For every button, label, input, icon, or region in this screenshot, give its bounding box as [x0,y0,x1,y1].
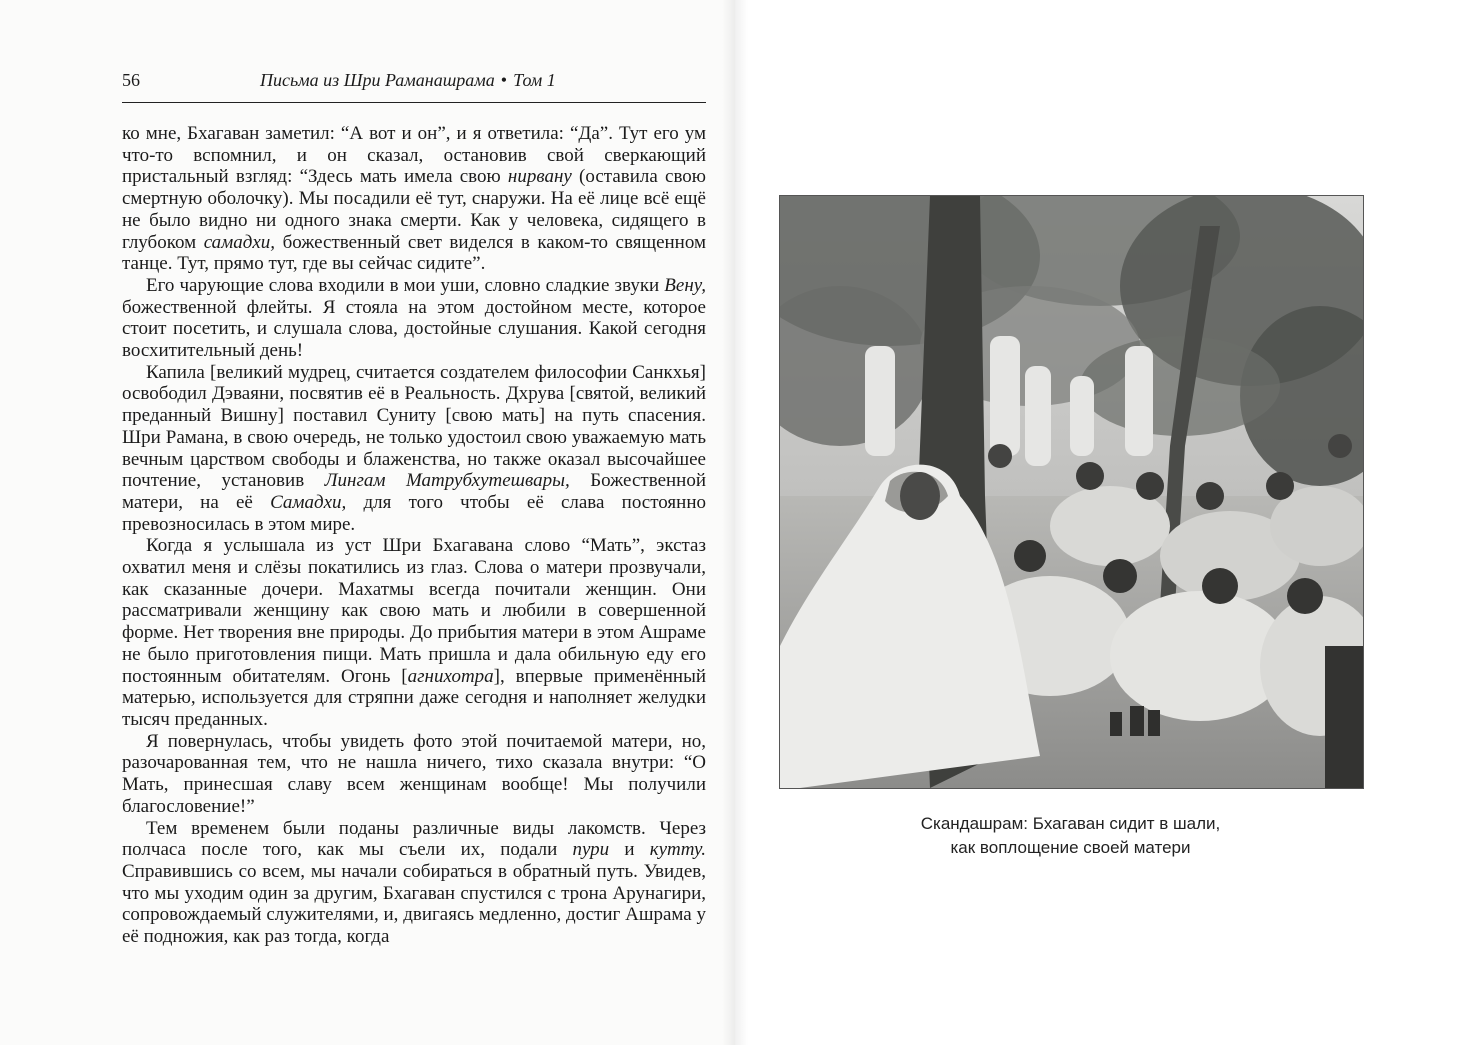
italic-term: Лингам Матрубхутешвары, [324,470,570,492]
text-run: для того чтобы её слава постоянно превозносилась в этом мире. [122,491,706,535]
text-run: Я повернулась, чтобы увидеть фото этой почитаемой матери, но, разочарованная тем, что не нашла ничего, тихо сказала внутри: “О Мать, принесшая славу всем женщинам вообще! Мы получили благословение!” [122,730,706,817]
text-run: Тем временем были поданы различные виды лакомств. Через полчаса после того, как мы съели их, подали [122,817,706,861]
paragraph-4 [122,535,706,730]
text-run: и [609,839,650,861]
running-head [122,70,706,100]
text-run: ко мне, Бхагаван заметил: “А вот и он”, и я ответила: “Да”. Тут его ум что-то вспомнил, и он сказал, остановив свой сверкающий пристальный взгляд: “Здесь мать имела свою [122,123,706,188]
caption-line-2: как воплощение своей матери [950,838,1191,857]
paragraph-2 [122,275,706,362]
italic-term: нирвану [507,166,572,188]
photograph [779,195,1364,789]
header-rule [122,102,706,103]
body-text [122,123,706,948]
text-run: ], впервые применённый матерью, используется для стряпни даже сегодня и наполняет желудки тысяч преданных. [122,665,706,730]
paragraph-1 [122,123,706,275]
paragraph-5 [122,731,706,818]
text-run: (оставила свою смертную оболочку). Мы посадили её тут, снаружи. На её лице всё ещё не было видно ни одного знака смерти. Как у человека, сидящего в глубоком [122,166,706,253]
italic-term: кутту. [649,839,707,861]
text-run: Когда я услышала из уст Шри Бхагавана слово “Мать”, экстаз охватил меня и слёзы покатились из глаз. Слова о матери прозвучали, как сказанные дочери. Махатмы всегда почитали женщин. Они рассматривали женщину как свою мать и любили в совершенной форме. Нет творения вне природы. До прибытия матери в этом Ашраме не было приготовления пищи. Мать пришла и дала обильную еду его постоянным обитателям. Огонь [ [122,535,706,687]
text-run: Его чарующие слова входили в мои уши, словно сладкие звуки [146,274,665,296]
volume-label: Том 1 [513,70,556,90]
caption-line-1: Скандашрам: Бхагаван сидит в шали, [920,814,1221,833]
text-run: божественный свет виделся в каком-то священном танце. Тут, прямо тут, где вы сейчас сидите”. [122,231,707,275]
italic-term: пури [572,839,610,861]
book-title: Письма из Шри Раманашрама [260,70,495,90]
text-run: Капила [великий мудрец, считается создателем философии Санкхья] освободил Дэваяни, посвятив её в Реальность. Дхрува [святой, великий преданный Вишну] поставил Суниту [свою мать] на путь спасения. Шри Рамана, в свою очередь, не только удостоил свою уважаемую мать вечным царством свободы и блаженства, но также оказал высочайшее почтение, установив [122,361,706,492]
italic-term: Самадхи, [270,491,347,513]
italic-term: агнихотра [407,665,494,687]
text-run: Божественной матери, на её [122,470,706,513]
paragraph-6 [122,818,706,948]
text-run: божественной флейты. Я стояла на этом достойном месте, которое стоит посетить, и слушала слова, достойные слушания. Какой сегодня восхитительный день! [122,296,706,362]
page-number: 56 [122,70,140,90]
title-separator: • [500,70,508,90]
italic-term: самадхи, [203,231,276,253]
photo-illustration [780,196,1363,788]
italic-term: Вену, [664,274,706,296]
running-title [260,70,556,91]
book-gutter [722,0,748,1045]
text-run: Справившись со всем, мы начали собираться в обратный путь. Увидев, что мы уходим один за другим, Бхагаван спустился с трона Арунагири, сопровождаемый служителями, и, двигаясь медленно, достиг Ашрама у её подножия, как раз тогда, когда [122,860,706,948]
figure-caption [779,812,1362,860]
paragraph-3 [122,362,706,536]
